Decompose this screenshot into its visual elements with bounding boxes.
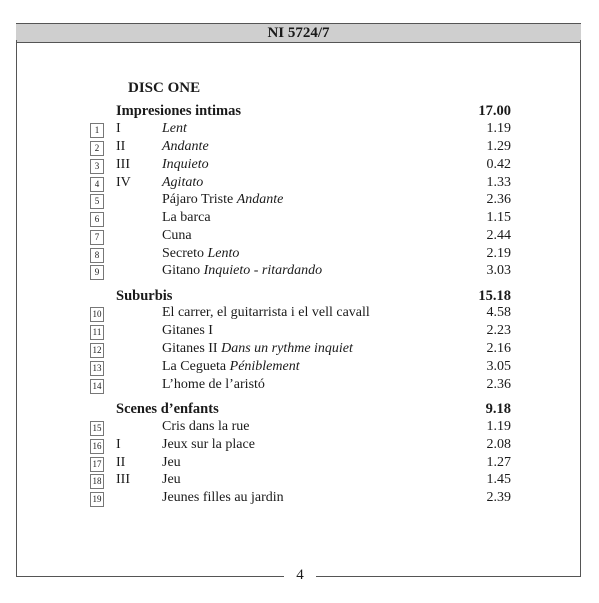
track-title-text: Secreto bbox=[162, 246, 208, 261]
track-duration: 4.58 bbox=[486, 305, 511, 320]
track-title bbox=[162, 359, 300, 375]
track-number: 17 bbox=[90, 457, 104, 472]
section-title: Scenes d’enfants bbox=[116, 401, 219, 417]
track-row bbox=[0, 359, 599, 376]
track-number: 16 bbox=[90, 439, 104, 454]
track-number: 1 bbox=[90, 123, 104, 138]
track-row bbox=[0, 419, 599, 436]
movement-numeral: III bbox=[116, 472, 130, 487]
catalog-number: NI 5724/7 bbox=[267, 25, 330, 41]
track-duration: 0.42 bbox=[486, 157, 511, 172]
track-row bbox=[0, 455, 599, 472]
track-title bbox=[162, 192, 283, 208]
track-tempo-marking: Inquieto - ritardando bbox=[203, 263, 323, 278]
section-total-time: 17.00 bbox=[478, 103, 511, 119]
track-duration: 2.39 bbox=[486, 490, 511, 505]
catalog-header bbox=[16, 23, 581, 43]
track-tempo-marking: Agitato bbox=[162, 175, 204, 190]
track-row bbox=[0, 246, 599, 263]
track-duration: 2.23 bbox=[486, 323, 511, 338]
movement-numeral: IV bbox=[116, 175, 131, 190]
track-title-text: L’home de l’aristó bbox=[162, 377, 265, 392]
movement-numeral: III bbox=[116, 157, 130, 172]
track-tempo-marking: Dans un rythme inquiet bbox=[221, 341, 353, 356]
track-row bbox=[0, 228, 599, 245]
track-title-text: Pájaro Triste bbox=[162, 192, 237, 207]
track-duration: 1.19 bbox=[486, 121, 511, 136]
track-duration: 2.08 bbox=[486, 437, 511, 452]
track-number: 14 bbox=[90, 379, 104, 394]
track-row bbox=[0, 472, 599, 489]
track-title bbox=[162, 341, 353, 357]
track-duration: 3.05 bbox=[486, 359, 511, 374]
track-title bbox=[162, 323, 213, 339]
track-title-text: Cris dans la rue bbox=[162, 419, 250, 434]
track-title-text: Jeu bbox=[162, 455, 181, 470]
track-title bbox=[162, 305, 370, 321]
section-total-time: 15.18 bbox=[478, 288, 511, 304]
movement-numeral: I bbox=[116, 437, 121, 452]
track-row bbox=[0, 210, 599, 227]
track-number: 3 bbox=[90, 159, 104, 174]
track-row bbox=[0, 437, 599, 454]
movement-numeral: II bbox=[116, 139, 126, 154]
track-title bbox=[162, 139, 209, 155]
track-number: 13 bbox=[90, 361, 104, 376]
track-number: 12 bbox=[90, 343, 104, 358]
track-title bbox=[162, 490, 284, 506]
track-row bbox=[0, 175, 599, 192]
footer-rule-right bbox=[316, 576, 581, 577]
track-number: 7 bbox=[90, 230, 104, 245]
track-title bbox=[162, 455, 181, 471]
track-duration: 2.36 bbox=[486, 192, 511, 207]
track-row bbox=[0, 157, 599, 174]
track-tempo-marking: Andante bbox=[236, 192, 284, 207]
track-number: 10 bbox=[90, 307, 104, 322]
track-tempo-marking: Andante bbox=[162, 139, 209, 154]
track-title-text: Gitanes II bbox=[162, 341, 222, 356]
track-duration: 1.45 bbox=[486, 472, 511, 487]
track-duration: 1.15 bbox=[486, 210, 511, 225]
track-title-text: Jeu bbox=[162, 472, 181, 487]
track-title-text: Jeux sur la place bbox=[162, 437, 255, 452]
track-number: 8 bbox=[90, 248, 104, 263]
page-number: 4 bbox=[296, 567, 304, 583]
track-number: 5 bbox=[90, 194, 104, 209]
track-title-text: Jeunes filles au jardin bbox=[162, 490, 284, 505]
track-tempo-marking: Lent bbox=[162, 121, 187, 136]
track-tempo-marking: Inquieto bbox=[162, 157, 209, 172]
footer-rule-left bbox=[16, 576, 284, 577]
track-number: 18 bbox=[90, 474, 104, 489]
track-title bbox=[162, 121, 187, 137]
movement-numeral: II bbox=[116, 455, 126, 470]
track-title-text: Cuna bbox=[162, 228, 192, 243]
track-duration: 2.44 bbox=[486, 228, 511, 243]
track-row bbox=[0, 139, 599, 156]
track-title bbox=[162, 157, 209, 173]
section-title: Impresiones intimas bbox=[116, 103, 242, 119]
track-number: 15 bbox=[90, 421, 104, 436]
track-row bbox=[0, 263, 599, 280]
track-title bbox=[162, 210, 211, 226]
track-title-text: Gitanes I bbox=[162, 323, 213, 338]
track-duration: 1.33 bbox=[486, 175, 511, 190]
track-duration: 1.19 bbox=[486, 419, 511, 434]
track-title bbox=[162, 437, 255, 453]
track-number: 6 bbox=[90, 212, 104, 227]
track-title bbox=[162, 175, 203, 191]
disc-title: DISC ONE bbox=[128, 80, 201, 96]
track-row bbox=[0, 192, 599, 209]
section-title: Suburbis bbox=[116, 288, 173, 304]
track-number: 2 bbox=[90, 141, 104, 156]
track-title-text: La Cegueta bbox=[162, 359, 230, 374]
track-number: 11 bbox=[90, 325, 104, 340]
track-row bbox=[0, 323, 599, 340]
track-row bbox=[0, 305, 599, 322]
track-row bbox=[0, 121, 599, 138]
track-duration: 2.16 bbox=[486, 341, 511, 356]
section-total-time: 9.18 bbox=[485, 401, 511, 417]
track-title bbox=[162, 228, 192, 244]
track-title bbox=[162, 472, 181, 488]
track-number: 9 bbox=[90, 265, 104, 280]
track-number: 19 bbox=[90, 492, 104, 507]
track-duration: 2.19 bbox=[486, 246, 511, 261]
track-title bbox=[162, 263, 322, 279]
track-title-text: La barca bbox=[162, 210, 211, 225]
track-tempo-marking: Péniblement bbox=[229, 359, 300, 374]
track-duration: 3.03 bbox=[486, 263, 511, 278]
track-duration: 1.27 bbox=[486, 455, 511, 470]
track-title bbox=[162, 377, 265, 393]
track-row bbox=[0, 377, 599, 394]
track-tempo-marking: Lento bbox=[207, 246, 240, 261]
track-duration: 1.29 bbox=[486, 139, 511, 154]
movement-numeral: I bbox=[116, 121, 121, 136]
track-title bbox=[162, 246, 239, 262]
track-duration: 2.36 bbox=[486, 377, 511, 392]
track-row bbox=[0, 490, 599, 507]
track-number: 4 bbox=[90, 177, 104, 192]
track-row bbox=[0, 341, 599, 358]
track-title-text: El carrer, el guitarrista i el vell cavall bbox=[162, 305, 370, 320]
track-title-text: Gitano bbox=[162, 263, 204, 278]
track-title bbox=[162, 419, 249, 435]
